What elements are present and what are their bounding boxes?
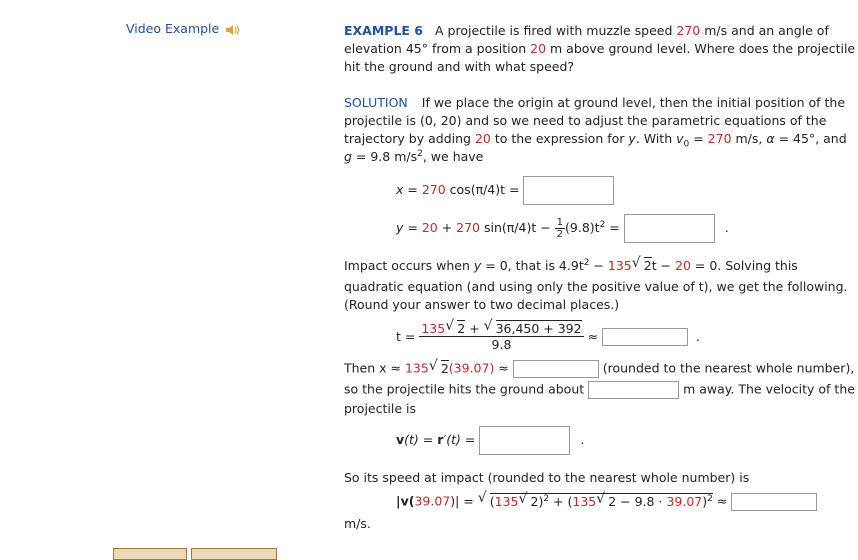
example-heading: EXAMPLE 6	[344, 23, 424, 38]
solution-line-4: g = 9.8 $m/s^2$, we have	[344, 149, 484, 165]
answer-input-ground-distance[interactable]	[588, 381, 679, 399]
then-line: Then x ≈ 135 √ 2(39.07) ≈ (rounded to the nearest whole number),	[344, 360, 854, 378]
bottom-button-2[interactable]	[191, 548, 277, 560]
equation-y: y = 20 + 270 sin(π/4)t − $\frac{1}{2}$ $(9.8)t^2$ = .	[396, 214, 729, 243]
example-line-1: EXAMPLE 6 A projectile is fired with muzzle speed 270 m/s and an angle of	[344, 23, 829, 38]
speed-equation: |v(39.07)| = √ (135 √ 2)$^2$ + (135 √ 2 − 9.8 · 39.07)$^2$ ≈	[396, 493, 817, 511]
example-line-3: hit the ground and with what speed?	[344, 59, 575, 74]
video-example-label[interactable]: Video Example	[126, 21, 220, 36]
solution-line-2: projectile is (0, 20) and so we need to adjust the parametric equations of the	[344, 113, 827, 128]
impact-line-2: quadratic equation (and using only the positive value of t), we get the following.	[344, 279, 848, 294]
answer-input-y[interactable]	[624, 214, 715, 243]
solution-label: SOLUTION	[344, 95, 408, 110]
answer-input-t[interactable]	[602, 328, 688, 346]
hits-line: so the projectile hits the ground about m away. The velocity of the	[344, 381, 855, 399]
projectile-line: projectile is	[344, 401, 416, 416]
answer-input-x-distance[interactable]	[513, 360, 599, 378]
t-fraction: 135 √ 2 + √ 36,450 + 392 9.8	[421, 318, 582, 352]
equation-x: x = 270 cos(π/4)t =	[396, 176, 614, 205]
answer-input-velocity[interactable]	[479, 426, 570, 455]
speed-unit-line: m/s.	[344, 516, 371, 531]
bottom-button-1[interactable]	[113, 548, 187, 560]
t-formula: t = 135 √ 2 + √ 36,450 + 392 9.8 ≈ .	[396, 318, 700, 352]
video-example-link[interactable]	[126, 21, 241, 37]
speed-intro: So its speed at impact (rounded to the nearest whole number) is	[344, 470, 750, 485]
impact-line-3: (Round your answer to two decimal places.)	[344, 297, 620, 312]
example-line-2: elevation 45° from a position 20 m above ground level. Where does the projectile	[344, 41, 856, 56]
half-fraction: $\frac{1}{2}$	[556, 217, 564, 240]
answer-input-speed[interactable]	[731, 493, 817, 511]
answer-input-x[interactable]	[523, 176, 614, 205]
speaker-icon[interactable]	[225, 23, 241, 37]
solution-line-1: SOLUTION If we place the origin at ground level, then the initial position of the	[344, 95, 846, 110]
velocity-equation: v(t) = r′(t) = .	[396, 426, 584, 455]
impact-line-1: Impact occurs when y = 0, that is $4.9t^2 - 135$ √ 2t − 20 = 0. Solving this	[344, 255, 798, 274]
solution-line-3: trajectory by adding 20 to the expression for y. With $v_0 = 270$ m/s, α = 45°, and	[344, 131, 847, 150]
